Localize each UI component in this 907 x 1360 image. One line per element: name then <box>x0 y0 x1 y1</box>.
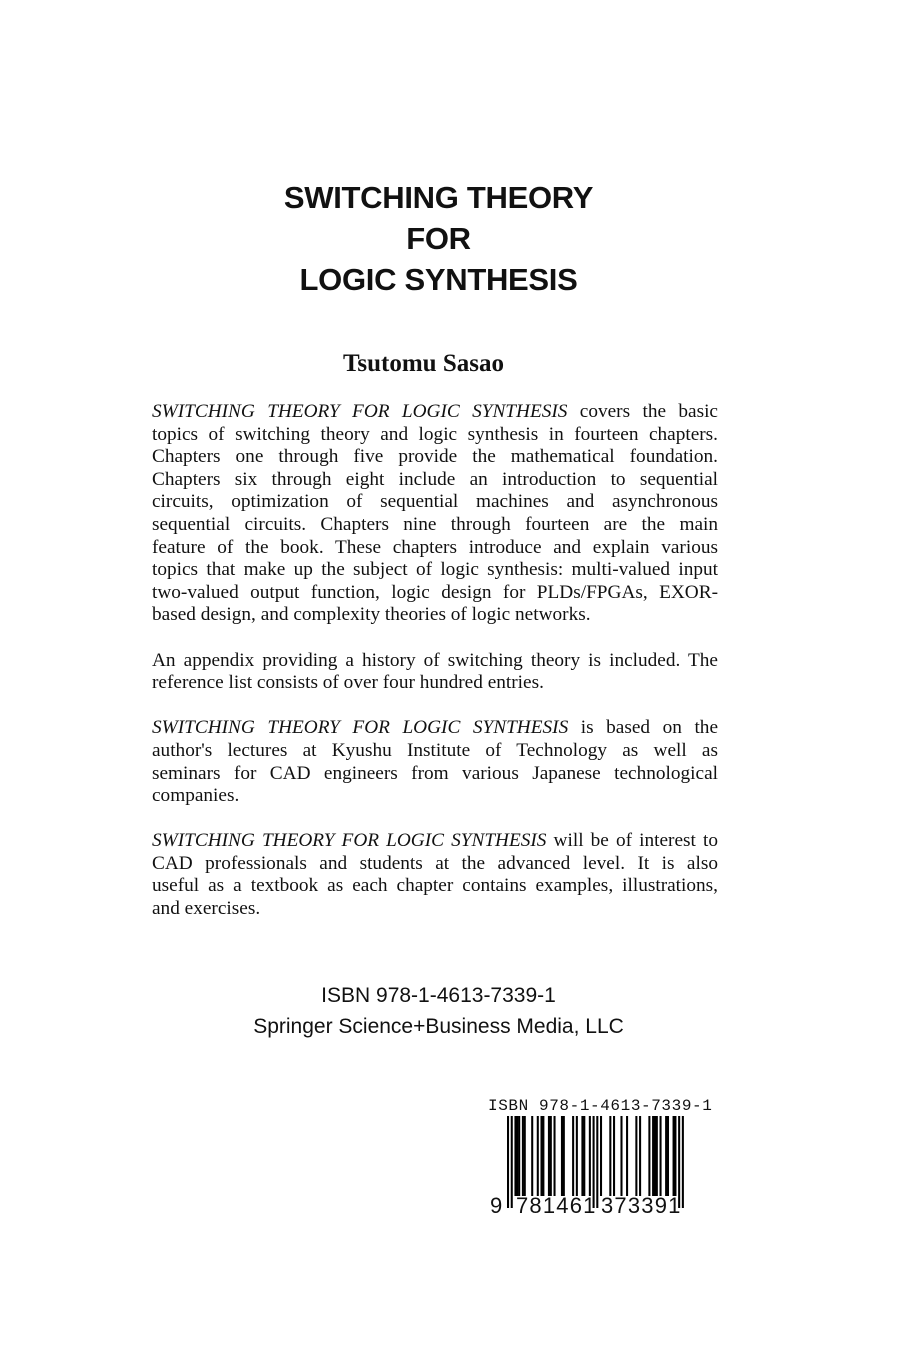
barcode-bar <box>583 1116 585 1196</box>
barcode-bar <box>516 1116 518 1196</box>
text-line <box>152 491 718 514</box>
barcode-bar <box>576 1116 578 1196</box>
barcode-bar <box>652 1116 654 1196</box>
line-text: based design, and complexity theories of logic networks. <box>152 604 591 626</box>
barcode-bar <box>554 1116 556 1196</box>
title-line: LOGIC SYNTHESIS <box>299 262 578 297</box>
barcode-bar <box>620 1116 622 1196</box>
barcode-bar <box>635 1116 637 1196</box>
text-line <box>152 763 718 786</box>
line-text: author's lectures at Kyushu Institute of Technology as well as <box>152 739 718 761</box>
barcode-bar <box>648 1116 650 1196</box>
line-text: covers the basic <box>567 401 718 422</box>
barcode-bar <box>581 1116 583 1196</box>
paragraph <box>152 650 718 695</box>
paragraph <box>152 717 718 807</box>
barcode-bar <box>531 1116 533 1196</box>
text-line <box>152 875 718 898</box>
text-line <box>152 537 718 560</box>
italic-book-title: SWITCHING THEORY FOR LOGIC SYNTHESIS <box>152 401 568 422</box>
line-text: feature of the book. These chapters introduce and explain various <box>152 536 718 558</box>
barcode-bar <box>548 1116 550 1196</box>
barcode-bar <box>540 1116 542 1196</box>
line-text: CAD professionals and students at the advanced level. It is also <box>152 852 718 874</box>
barcode-bar <box>542 1116 544 1196</box>
text-line <box>152 672 718 695</box>
line-text: topics of switching theory and logic synthesis in fourteen chapters. <box>152 423 718 445</box>
barcode-bar <box>674 1116 676 1196</box>
barcode-bar <box>572 1116 574 1196</box>
italic-book-title: SWITCHING THEORY FOR LOGIC SYNTHESIS <box>152 830 547 852</box>
barcode-bar <box>600 1116 602 1196</box>
line-text: topics that make up the subject of logic synthesis: multi-valued input <box>152 559 718 581</box>
line-text: two-valued output function, logic design for PLDs/FPGAs, EXOR- <box>152 581 718 603</box>
barcode-bar <box>518 1116 520 1196</box>
barcode-first-digit: 9 <box>490 1193 504 1218</box>
line-text: is based on the <box>568 717 718 739</box>
italic-book-title: SWITCHING THEORY FOR LOGIC SYNTHESIS <box>152 717 569 739</box>
text-line <box>152 469 718 492</box>
text-line <box>152 446 718 469</box>
barcode-bar <box>514 1116 516 1196</box>
barcode-bar <box>656 1116 658 1196</box>
text-line <box>152 740 718 763</box>
book-title <box>0 177 907 300</box>
barcode-bar <box>524 1116 526 1196</box>
text-line <box>152 717 718 740</box>
text-line <box>152 401 718 424</box>
line-text: and exercises. <box>152 898 261 920</box>
line-text: An appendix providing a history of switching theory is included. The <box>152 649 718 671</box>
barcode-bar <box>563 1116 565 1196</box>
line-text: will be of interest to <box>546 830 718 852</box>
line-text: circuits, optimization of sequential machines and asynchronous <box>152 491 718 513</box>
line-text: companies. <box>152 785 240 807</box>
barcode-bar <box>626 1116 628 1196</box>
paragraph <box>152 401 718 627</box>
barcode-bar <box>665 1116 667 1196</box>
text-line <box>152 853 718 876</box>
barcode-bar <box>537 1116 539 1196</box>
barcode-bar <box>589 1116 591 1196</box>
barcode-bar <box>667 1116 669 1196</box>
barcode-bar <box>609 1116 611 1196</box>
barcode-bar <box>561 1116 563 1196</box>
barcode-bar <box>639 1116 641 1196</box>
barcode-right-digits: 373391 <box>601 1193 682 1218</box>
text-line <box>152 650 718 673</box>
barcode-bar <box>613 1116 615 1196</box>
text-line <box>152 604 718 627</box>
line-text: reference list consists of over four hundred entries. <box>152 672 544 694</box>
text-line <box>152 785 718 808</box>
title-line: SWITCHING THEORY <box>283 180 594 215</box>
text-line <box>152 582 718 605</box>
barcode-bar <box>673 1116 675 1196</box>
line-text: useful as a textbook as each chapter contains examples, illustrations, <box>152 875 718 897</box>
barcode-isbn-label: ISBN 978-1-4613-7339-1 <box>488 1097 713 1115</box>
isbn-barcode <box>486 1094 716 1224</box>
barcode-bar <box>522 1116 524 1196</box>
paragraph <box>152 830 718 920</box>
barcode-bar <box>507 1116 509 1208</box>
isbn-text: ISBN 978-1-4613-7339-1 <box>321 984 556 1007</box>
book-description <box>152 401 718 943</box>
line-text: sequential circuits. Chapters nine through fourteen are the main <box>152 513 718 535</box>
line-text: Chapters six through eight include an introduction to sequential <box>152 468 718 490</box>
text-line <box>152 424 718 447</box>
barcode-bar <box>682 1116 684 1208</box>
author-name: Tsutomu Sasao <box>343 350 504 377</box>
barcode-bar <box>511 1116 513 1208</box>
barcode-bar <box>550 1116 552 1196</box>
barcode-bar <box>660 1116 662 1196</box>
barcode-bar <box>654 1116 656 1196</box>
text-line <box>152 514 718 537</box>
barcode-left-digits: 781461 <box>516 1193 597 1218</box>
publication-info <box>0 980 907 1042</box>
title-line: FOR <box>406 221 471 256</box>
line-text: Chapters one through five provide the mathematical foundation. <box>152 446 718 468</box>
text-line <box>152 898 718 921</box>
publisher-name: Springer Science+Business Media, LLC <box>253 1015 624 1038</box>
text-line <box>152 559 718 582</box>
line-text: seminars for CAD engineers from various Japanese technological <box>152 762 718 784</box>
text-line <box>152 830 718 853</box>
